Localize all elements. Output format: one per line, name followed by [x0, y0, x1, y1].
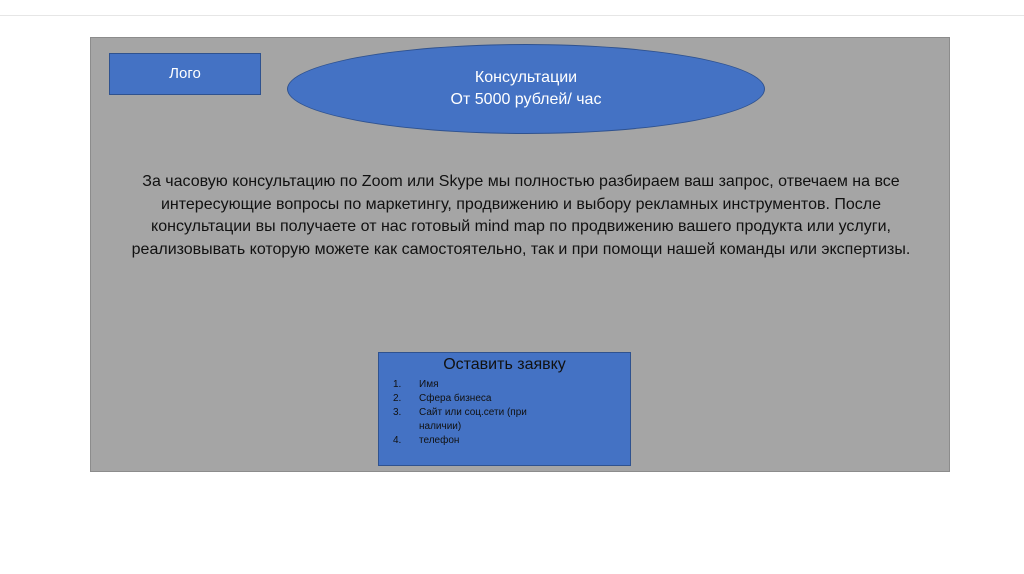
offer-price: От 5000 рублей/ час: [450, 91, 602, 108]
slide: [90, 37, 950, 472]
list-item-text: телефон: [419, 435, 460, 446]
logo-label: Лого: [169, 65, 201, 82]
list-item: [379, 392, 630, 406]
offer-title: Консультации: [474, 69, 578, 86]
logo-placeholder: [109, 53, 261, 95]
list-item-text: Сфера бизнеса: [419, 393, 492, 404]
list-item: [379, 406, 630, 434]
list-item: [379, 434, 630, 448]
list-item: [379, 378, 630, 392]
list-item-text: Сайт или соц.сети (при наличии): [419, 407, 527, 432]
service-description: За часовую консультацию по Zoom или Skype мы полностью разбираем ваш запрос, отвечаем на все интересующие вопросы по маркетингу, продвижению и выбору рекламных инструментов. После консультации вы получаете от нас готовый mind map по продвижению вашего продукта или услуги, реализовывать которую можете как самостоятельно, так и при помощи нашей команды или экспертизы.: [131, 173, 911, 258]
request-form-title: Оставить заявку: [443, 356, 566, 373]
list-item-number: 3.: [393, 407, 402, 418]
top-divider: [0, 15, 1024, 16]
list-item-text: Имя: [419, 379, 439, 390]
request-form: [378, 352, 631, 466]
offer-ellipse: [287, 44, 765, 134]
request-form-list: [379, 378, 630, 448]
list-item-number: 2.: [393, 393, 402, 404]
list-item-number: 1.: [393, 379, 402, 390]
list-item-number: 4.: [393, 435, 402, 446]
